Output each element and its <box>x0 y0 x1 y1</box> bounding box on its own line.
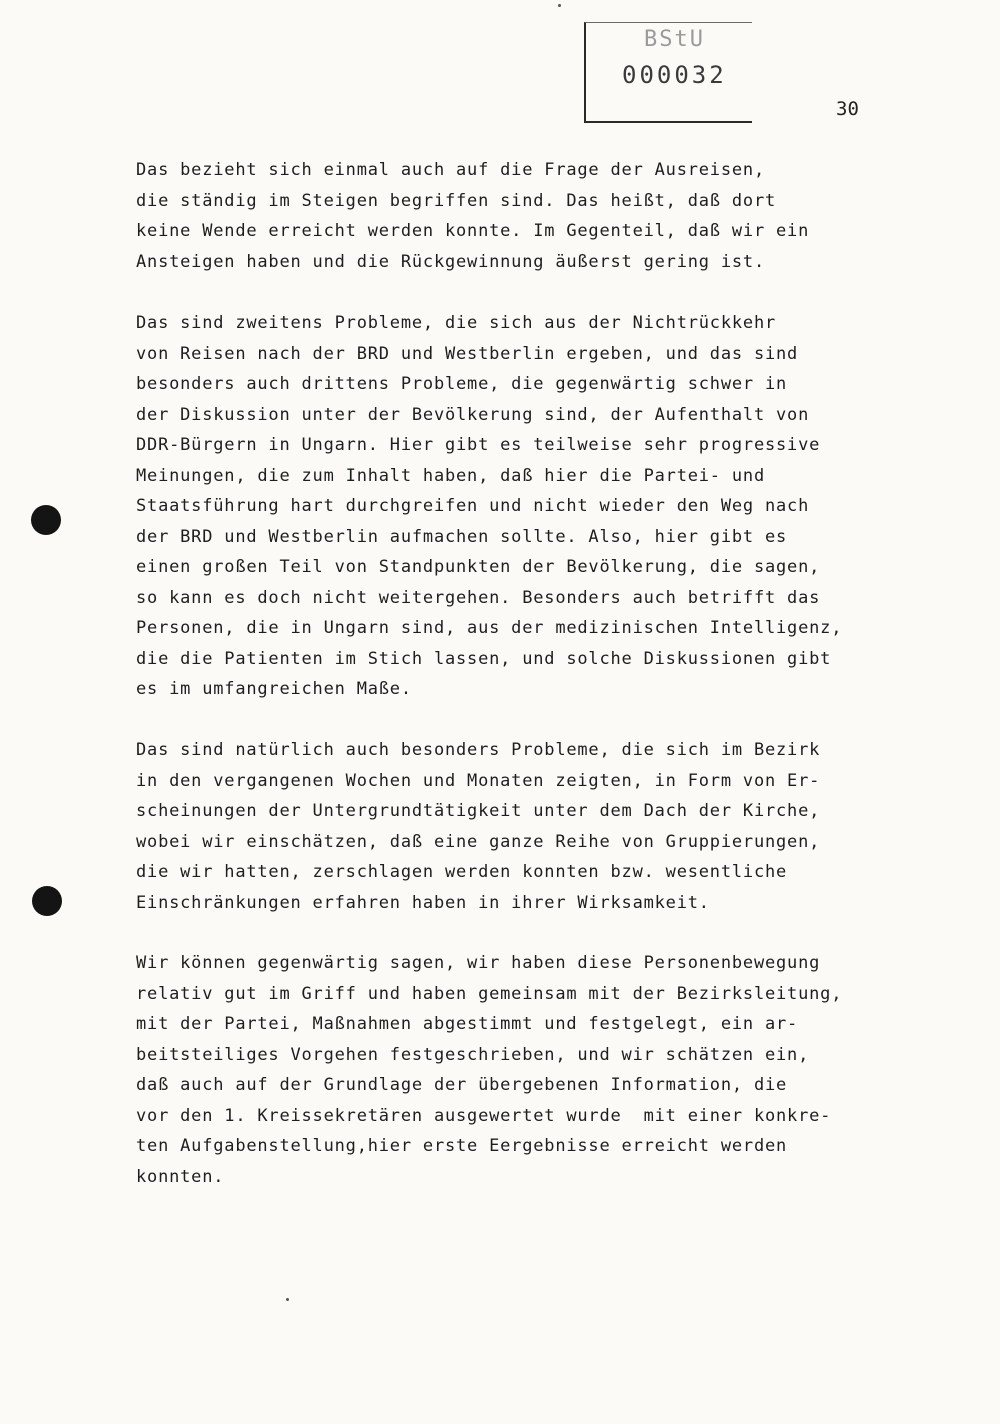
paragraph-1 <box>136 155 809 277</box>
text-line: der Diskussion unter der Bevölkerung sind, der Aufenthalt von <box>136 404 810 425</box>
text-line: scheinungen der Untergrundtätigkeit unter dem Dach der Kirche, <box>136 801 821 821</box>
archive-stamp <box>584 22 752 123</box>
text-line: Staatsführung hart durchgreifen und nicht wieder den Weg nach <box>136 496 810 516</box>
stamp-label: BStU <box>644 27 705 52</box>
punch-hole-top <box>31 505 61 535</box>
text-line: die ständig im Steigen begriffen sind. Das heißt, daß dort <box>136 190 777 211</box>
paragraph-4 <box>136 948 842 1192</box>
text-line: daß auch auf der Grundlage der übergebenen Information, die <box>136 1075 788 1095</box>
text-line: Personen, die in Ungarn sind, aus der medizinischen Intelligenz, <box>136 618 843 638</box>
stamp-number: 000032 <box>622 61 727 89</box>
text-line: einen großen Teil von Standpunkten der Bevölkerung, die sagen, <box>136 557 821 577</box>
paper-speck <box>558 4 561 7</box>
text-line: DDR-Bürgern in Ungarn. Hier gibt es teilweise sehr progressive <box>136 435 821 455</box>
text-line: Das sind natürlich auch besonders Probleme, die sich im Bezirk <box>136 740 821 760</box>
punch-hole-bottom <box>32 886 62 916</box>
paper-speck <box>286 1298 289 1301</box>
text-line: Einschränkungen erfahren haben in ihrer Wirksamkeit. <box>136 892 710 913</box>
paragraph-2 <box>136 308 842 705</box>
text-line: Ansteigen haben und die Rückgewinnung äußerst gering ist. <box>136 251 765 272</box>
text-line: mit der Partei, Maßnahmen abgestimmt und festgelegt, ein ar- <box>136 1014 799 1034</box>
text-line: Das sind zweitens Probleme, die sich aus der Nichtrückkehr <box>136 313 777 333</box>
text-line: beitsteiliges Vorgehen festgeschrieben, und wir schätzen ein, <box>136 1044 810 1065</box>
text-line: ten Aufgabenstellung,hier erste Eergebnisse erreicht werden <box>136 1136 788 1156</box>
text-line: vor den 1. Kreissekretären ausgewertet wurde mit einer konkre- <box>136 1105 832 1126</box>
text-line: Wir können gegenwärtig sagen, wir haben diese Personenbewegung <box>136 953 821 973</box>
text-line: in den vergangenen Wochen und Monaten zeigten, in Form von Er- <box>136 770 821 791</box>
text-line: von Reisen nach der BRD und Westberlin ergeben, und das sind <box>136 343 799 364</box>
text-line: konnten. <box>136 1166 225 1187</box>
text-line: so kann es doch nicht weitergehen. Besonders auch betrifft das <box>136 587 821 608</box>
text-line: wobei wir einschätzen, daß eine ganze Reihe von Gruppierungen, <box>136 831 821 852</box>
text-line: besonders auch drittens Probleme, die gegenwärtig schwer in <box>136 374 788 394</box>
text-line: der BRD und Westberlin aufmachen sollte. Also, hier gibt es <box>136 526 788 547</box>
text-line: Das bezieht sich einmal auch auf die Frage der Ausreisen, <box>136 160 765 180</box>
text-line: keine Wende erreicht werden konnte. Im Gegenteil, daß wir ein <box>136 221 810 241</box>
text-line: es im umfangreichen Maße. <box>136 679 412 699</box>
text-line: die die Patienten im Stich lassen, und solche Diskussionen gibt <box>136 648 832 669</box>
text-line: Meinungen, die zum Inhalt haben, daß hier die Partei- und <box>136 465 765 486</box>
paragraph-3 <box>136 735 820 918</box>
text-line: die wir hatten, zerschlagen werden konnten bzw. wesentliche <box>136 862 788 882</box>
page-number: 30 <box>836 98 859 120</box>
text-line: relativ gut im Griff und haben gemeinsam mit der Bezirksleitung, <box>136 983 843 1004</box>
